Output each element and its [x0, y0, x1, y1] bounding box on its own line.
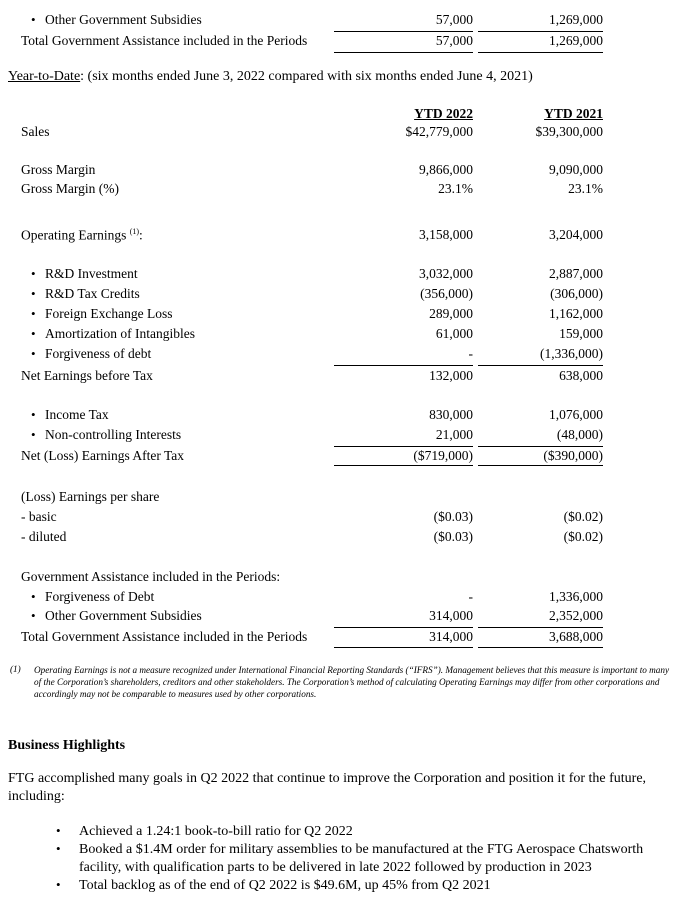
col-header-ytd2022: YTD 2022: [414, 106, 473, 121]
row-label: - diluted: [21, 529, 67, 544]
row-label: Other Government Subsidies: [45, 608, 202, 623]
ytd2022-value: 314,000: [429, 608, 473, 623]
table-row: [0, 181, 683, 201]
rule: [478, 446, 603, 447]
table-row: [0, 227, 683, 247]
row-label: Other Government Subsidies: [45, 12, 202, 27]
ytd-heading-link: Year-to-Date: [8, 69, 81, 84]
ytd2021-value: 2,887,000: [549, 266, 603, 281]
ytd2022-value: 57,000: [435, 33, 473, 48]
ytd2021-value: 1,269,000: [549, 33, 603, 48]
ytd-heading-text: : (six months ended June 3, 2022 compared with six months ended June 4, 2021): [80, 69, 533, 84]
ytd2021-value: (306,000): [550, 286, 603, 301]
table-row: [0, 608, 683, 628]
list-item: Total backlog as of the end of Q2 2022 is $49.6M, up 45% from Q2 2021: [79, 878, 491, 893]
bullet-icon: •: [31, 589, 36, 604]
bullet-icon: •: [31, 286, 36, 301]
ytd-heading: [8, 69, 533, 85]
ytd2022-value: -: [468, 589, 473, 604]
row-label: Forgiveness of debt: [45, 346, 152, 361]
ytd2021-value: 9,090,000: [549, 162, 603, 177]
ytd2022-value: 132,000: [429, 368, 473, 383]
row-label: Net (Loss) Earnings After Tax: [21, 448, 185, 463]
ytd2021-value: 1,076,000: [549, 407, 603, 422]
ytd2022-value: 23.1%: [438, 181, 473, 196]
footnote-ref: (1): [129, 227, 140, 236]
table-row: [0, 529, 683, 549]
row-label: Total Government Assistance included in the Periods: [21, 33, 308, 48]
ytd2022-value: 289,000: [429, 306, 473, 321]
rule: [478, 31, 603, 32]
ytd2021-value: 638,000: [559, 368, 603, 383]
bullet-icon: •: [31, 306, 36, 321]
table-row: [0, 629, 683, 649]
rule: [334, 365, 473, 366]
ytd2022-value: 57,000: [435, 12, 473, 27]
ytd2022-value: ($719,000): [413, 448, 473, 463]
footnote-text: Operating Earnings is not a measure recognized under International Financial Reporting Standards (“IFRS”). Management believes that this measure is important to many of the Corporation’s shareholders, creditors and other stakeholders. The Corporation’s method of calculating Operating Earnings may differ from other corporations and accordingly may not be comparable to measures used by other corporations.: [34, 665, 670, 699]
ytd2021-value: 159,000: [559, 326, 603, 341]
rule: [478, 52, 603, 53]
table-row: [0, 266, 683, 286]
operating-earnings-label: Operating Earnings: [21, 227, 127, 243]
table-row: [0, 569, 683, 589]
rule: [478, 365, 603, 366]
rule: [478, 465, 603, 466]
row-label: Income Tax: [45, 407, 109, 422]
highlights-intro: FTG accomplished many goals in Q2 2022 that continue to improve the Corporation and position it for the future, including:: [8, 771, 647, 804]
table-row: [0, 509, 683, 529]
table-row: [0, 12, 683, 32]
ytd2022-value: -: [468, 346, 473, 361]
table-row: [0, 124, 683, 144]
label-colon: :: [139, 227, 143, 243]
bullet-icon: •: [31, 608, 36, 623]
bullet-icon: •: [56, 877, 61, 892]
list-item: Achieved a 1.24:1 book-to-bill ratio for Q2 2022: [79, 824, 353, 839]
table-row: [0, 427, 683, 447]
row-label: Gross Margin: [21, 162, 96, 177]
rule: [334, 31, 473, 32]
section-title: Business Highlights: [8, 738, 126, 753]
bullet-icon: •: [31, 427, 36, 442]
row-label: R&D Tax Credits: [45, 286, 140, 301]
table-row: [0, 162, 683, 182]
rule: [478, 627, 603, 628]
ytd2021-value: 3,688,000: [549, 629, 603, 644]
rule: [334, 465, 473, 466]
ytd2021-value: 1,162,000: [549, 306, 603, 321]
bullet-icon: •: [56, 823, 61, 838]
ytd2022-value: 9,866,000: [419, 162, 473, 177]
row-label: [21, 227, 143, 244]
bullet-icon: •: [31, 266, 36, 281]
ytd2021-value: (1,336,000): [540, 346, 603, 361]
gov-title: Government Assistance included in the Periods:: [21, 569, 281, 584]
ytd2021-value: 23.1%: [568, 181, 603, 196]
ytd2022-value: $42,779,000: [405, 124, 473, 139]
bullet-icon: •: [31, 326, 36, 341]
row-label: R&D Investment: [45, 266, 138, 281]
table-row: [0, 407, 683, 427]
ytd2021-value: ($390,000): [543, 448, 603, 463]
ytd2022-value: ($0.03): [433, 529, 473, 544]
table-row: [0, 33, 683, 53]
table-row: [0, 306, 683, 326]
ytd2021-value: ($0.02): [563, 509, 603, 524]
row-label: Net Earnings before Tax: [21, 368, 153, 383]
bullet-icon: •: [31, 346, 36, 361]
bullet-icon: •: [31, 12, 36, 27]
rule: [334, 52, 473, 53]
row-label: Amortization of Intangibles: [45, 326, 195, 341]
ytd2021-value: 1,336,000: [549, 589, 603, 604]
ytd2021-value: 3,204,000: [549, 227, 603, 242]
table-row: [0, 346, 683, 366]
row-label: - basic: [21, 509, 57, 524]
row-label: Forgiveness of Debt: [45, 589, 155, 604]
table-row: [0, 589, 683, 609]
ytd2022-value: (356,000): [420, 286, 473, 301]
ytd2021-value: (48,000): [556, 427, 603, 442]
table-row: [0, 326, 683, 346]
ytd2022-value: ($0.03): [433, 509, 473, 524]
row-label: Total Government Assistance included in the Periods: [21, 629, 308, 644]
ytd2022-value: 3,158,000: [419, 227, 473, 242]
row-label: Gross Margin (%): [21, 181, 119, 196]
table-row: [0, 489, 683, 509]
table-row: [0, 286, 683, 306]
ytd2021-value: 2,352,000: [549, 608, 603, 623]
ytd2022-value: 830,000: [429, 407, 473, 422]
ytd2022-value: 314,000: [429, 629, 473, 644]
bullet-icon: •: [56, 841, 61, 856]
row-label: Sales: [21, 124, 50, 139]
eps-title: (Loss) Earnings per share: [21, 489, 160, 504]
rule: [334, 647, 473, 648]
row-label: Non-controlling Interests: [45, 427, 182, 442]
ytd2021-value: ($0.02): [563, 529, 603, 544]
ytd2021-value: $39,300,000: [535, 124, 603, 139]
ytd2022-value: 61,000: [435, 326, 473, 341]
col-header-ytd2021: YTD 2021: [544, 106, 603, 121]
table-row: [0, 368, 683, 388]
ytd2022-value: 3,032,000: [419, 266, 473, 281]
footnote-number: (1): [10, 664, 21, 674]
bullet-icon: •: [31, 407, 36, 422]
ytd2021-value: 1,269,000: [549, 12, 603, 27]
rule: [334, 627, 473, 628]
ytd2022-value: 21,000: [435, 427, 473, 442]
column-headers: [0, 106, 683, 126]
rule: [478, 647, 603, 648]
list-item: Booked a $1.4M order for military assemblies to be manufactured at the FTG Aerospace Chatsworth facility, with qualification parts to be delivered in late 2022 followed by production in 2023: [79, 842, 644, 875]
rule: [334, 446, 473, 447]
row-label: Foreign Exchange Loss: [45, 306, 173, 321]
